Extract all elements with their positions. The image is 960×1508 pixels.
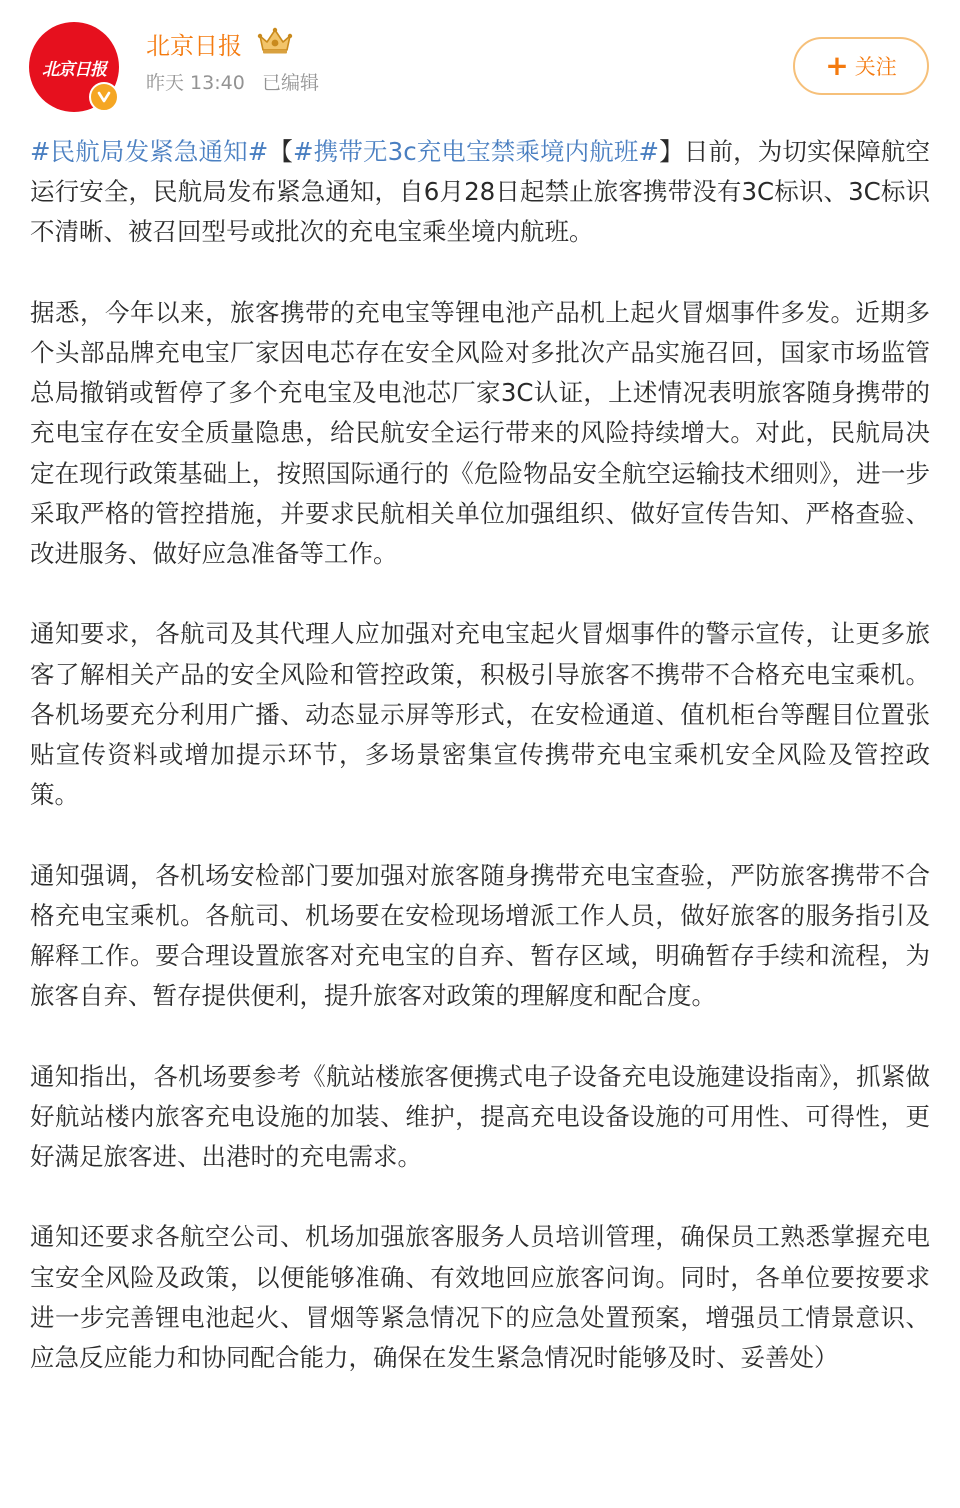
account-name[interactable]: 北京日报 [146, 32, 242, 60]
edited-label: 已编辑 [262, 72, 320, 94]
post-paragraph-intro [30, 132, 930, 253]
follow-button[interactable] [793, 37, 929, 95]
hashtag-link[interactable]: #民航局发紧急通知# [30, 137, 269, 166]
post-paragraph: 通知要求，各航司及其代理人应加强对充电宝起火冒烟事件的警示宣传，让更多旅客了解相关产品的安全风险和管控政策，积极引导旅客不携带不合格充电宝乘机。各机场要充分利用广播、动态显示屏等形式，在安检通道、值机柜台等醒目位置张贴宣传资料或增加提示环节，多场景密集宣传携带充电宝乘机安全风险及管控政策。 [30, 619, 930, 810]
post-paragraph: 据悉，今年以来，旅客携带的充电宝等锂电池产品机上起火冒烟事件多发。近期多个头部品牌充电宝厂家因电芯存在安全风险对多批次产品实施召回，国家市场监管总局撤销或暂停了多个充电宝及电池芯厂家3C认证，上述情况表明旅客随身携带的充电宝存在安全质量隐患，给民航安全运行带来的风险持续增大。对此，民航局决定在现行政策基础上，按照国际通行的《危险物品安全航空运输技术细则》，进一步采取严格的管控措施，并要求民航相关单位加强组织、做好宣传告知、严格查验、改进服务、做好应急准备等工作。 [30, 297, 930, 569]
watermark-fade-overlay [390, 1460, 600, 1504]
follow-button-label: 关注 [854, 55, 897, 79]
bracket-open: 【 [268, 137, 294, 166]
crown-icon [256, 26, 294, 56]
post-body [30, 132, 930, 1418]
bracket-close: 】 [659, 137, 684, 166]
intro-text: 日前，为切实保障航空运行安全，民航局发布紧急通知，自6月28日起禁止旅客携带没有3C标识、3C标识不清晰、被召回型号或批次的充电宝乘坐境内航班。 [30, 137, 931, 247]
post-time: 昨天 13:40 [146, 72, 245, 94]
tail-fragment: ） [814, 1343, 839, 1373]
post-header [0, 0, 960, 130]
post-paragraph-truncated [30, 1217, 930, 1378]
avatar-logo-text: 北京日报 [42, 59, 106, 80]
hashtag-link[interactable]: #携带无3c充电宝禁乘境内航班# [293, 137, 660, 166]
post-paragraph: 通知强调，各机场安检部门要加强对旅客随身携带充电宝查验，严防旅客携带不合格充电宝乘机。各航司、机场要在安检现场增派工作人员，做好旅客的服务指引及解释工作。要合理设置旅客对充电宝的自弃、暂存区域，明确暂存手续和流程，为旅客自弃、暂存提供便利，提升旅客对政策的理解度和配合度。 [30, 860, 930, 1011]
plus-icon: + [825, 49, 849, 82]
verified-v-icon [89, 82, 119, 112]
post-paragraph: 通知指出，各机场要参考《航站楼旅客便携式电子设备充电设施建设指南》，抓紧做好航站楼内旅客充电设施的加装、维护，提高充电设备设施的可用性、可得性，更好满足旅客进、出港时的充电需求。 [30, 1061, 930, 1172]
post-paragraph: 通知还要求各航空公司、机场加强旅客服务人员培训管理，确保员工熟悉掌握充电宝安全风险及政策，以便能够准确、有效地回应旅客问询。同时，各单位要按要求进一步完善锂电池起火、冒烟等紧急情况下的应急处置预案，增强员工情景意识、应急反应能力和协同配合能力，确保在发生紧急情况时能够及时、妥善处 [30, 1222, 930, 1373]
